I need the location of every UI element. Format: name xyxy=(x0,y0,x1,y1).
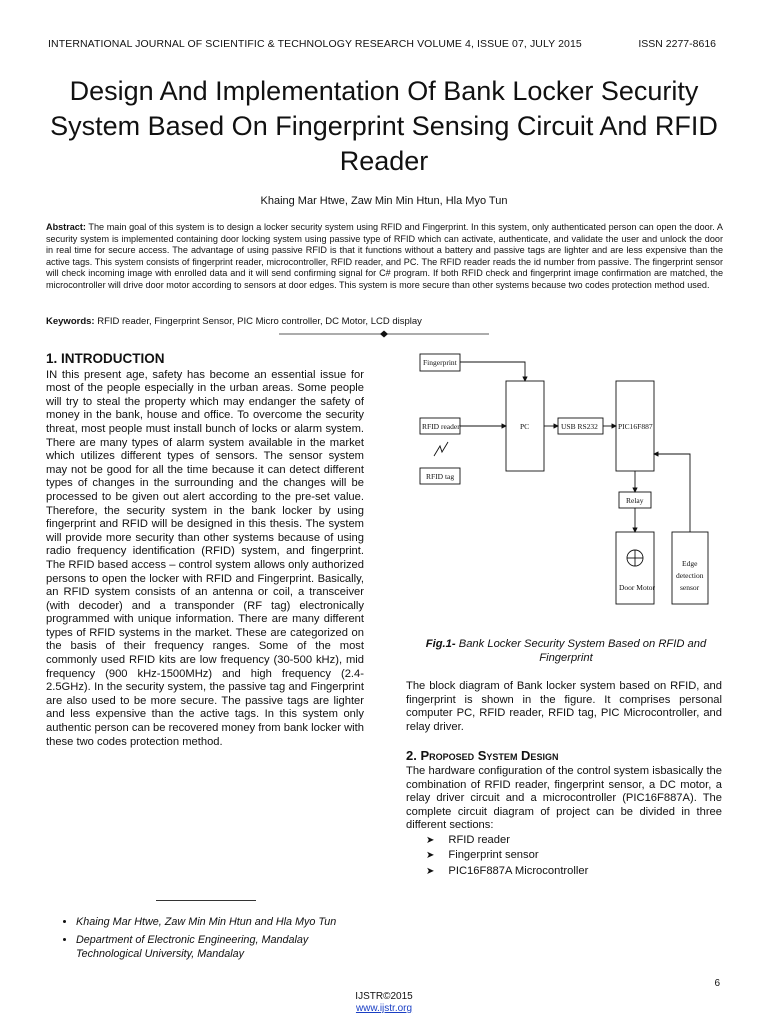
relay-label: Relay xyxy=(626,496,644,505)
authors: Khaing Mar Htwe, Zaw Min Min Htun, Hla Myo Tun xyxy=(260,195,508,207)
paper-title: Design And Implementation Of Bank Locker Security System Based On Fingerprint Sensing Circuit And RFID Reader xyxy=(50,76,718,176)
edge-label-2: detection xyxy=(676,571,704,580)
list-item: ➤ Fingerprint sensor xyxy=(452,848,722,864)
block-diagram-paragraph: The block diagram of Bank locker system based on RFID, and fingerprint is shown in the figure. It comprises personal computer PC, RFID reader, RFID tag, PIC Microcontroller, and relay driver. xyxy=(406,680,722,733)
edge-label-3: sensor xyxy=(680,583,700,592)
abstract xyxy=(46,222,723,291)
issn: ISSN 2277-8616 xyxy=(638,38,716,50)
rfid-reader-label: RFID reader xyxy=(422,422,460,431)
section-2-heading xyxy=(406,748,722,763)
abstract-text: The main goal of this system is to design a locker security system using RFID and Fingerprint. In this system, only authenticated person can open the door. A security system is implemented containing door locking system using passive type of RFID which can activate, authenticate, and validate the user and unlock the door in real time for secure access. The advantage of using passive RFID is that it functions without a battery and passive tags are lighter and are less expensive than the active tags. This system consists of fingerprint reader, microcontroller, RFID reader, and PC. The RFID reader reads the id number from passive. The fingerprint sensor will check incoming image with enrolled data and it will send confirming signal for C# program. If both RFID check and fingerprint image confirmation are matched, the microcontroller will drive door motor according to sensors at door edges. This system is more secure than other systems because two codes protection method used. xyxy=(46,222,723,290)
introduction-paragraph: IN this present age, safety has become an essential issue for most of the people especially in the urban areas. Some people will try to steal the property which may endanger the safety of money in the bank, house and office. To overcome the security threat, most people must install bunch of locks or alarm system. There are many types of alarm system available in the market which utilizes different types of sensors. The sensor system may not be good for all the time because it can detect different types of changes in the surrounding and the changes will be processed to be given out alert according to the pre-set value. Therefore, the security system in the bank locker by using fingerprint and RFID will be designed in this thesis. The system will provide more security than other systems because of using radio frequency identification (RFID) system, and fingerprint. The RFID based access – control system allows only authorized persons to open the locker with RFID and Fingerprint. Basically, an RFID system consists of an antenna or coil, a transceiver (with decoder) and a transponder (RF tag) electronically programmed with unique information. There are many different types of RFID systems in the market. These are categorized on the basis of their frequency ranges. Some of the most commonly used RFID kits are low frequency (30-500 kHz), mid frequency (900 kHz-1500MHz) and high frequency (2.4-2.5GHz). In the security system, the passive tag and Fingerprint are also used to be more secure. The passive tags are lighter and less expensive than the active tags. In this system only authentic person can be recovered money from bank locker with these two codes protection method. xyxy=(46,368,364,748)
figure-caption-label: Fig.1- xyxy=(425,638,456,650)
edge-label-1: Edge xyxy=(682,559,698,568)
copyright: IJSTR©2015 xyxy=(355,991,413,1002)
footnote-affiliation: • Department of Electronic Engineering, Mandalay Technological University, Mandalay xyxy=(76,934,376,961)
edge-sensor-block xyxy=(672,532,708,604)
keywords xyxy=(46,316,723,327)
pic-label: PIC16F887 xyxy=(618,422,653,431)
figure-caption-text: Bank Locker Security System Based on RFID and Fingerprint xyxy=(455,638,707,664)
list-item: ➤ RFID reader xyxy=(452,833,722,849)
page-number: 6 xyxy=(714,978,720,989)
keywords-label: Keywords: xyxy=(46,316,95,327)
figure-caption xyxy=(406,637,726,665)
section-separator xyxy=(279,329,489,339)
block-diagram xyxy=(406,346,726,606)
door-motor-block xyxy=(616,532,654,604)
keywords-text: RFID reader, Fingerprint Sensor, PIC Micro controller, DC Motor, LCD display xyxy=(94,316,422,327)
section-2-title: Proposed System Design xyxy=(420,748,559,763)
section-list xyxy=(406,833,722,880)
journal-link[interactable]: www.ijstr.org xyxy=(355,1003,413,1014)
list-item: ➤ PIC16F887A Microcontroller xyxy=(452,864,722,880)
usb-label: USB RS232 xyxy=(561,422,598,431)
footnote-authors: • Khaing Mar Htwe, Zaw Min Min Htun and Hla Myo Tun xyxy=(76,916,376,929)
journal-header: INTERNATIONAL JOURNAL OF SCIENTIFIC & TECHNOLOGY RESEARCH VOLUME 4, ISSUE 07, JULY 2015 xyxy=(48,38,582,50)
rfid-tag-label: RFID tag xyxy=(426,472,455,481)
abstract-label: Abstract: xyxy=(46,222,86,232)
introduction-heading: 1. INTRODUCTION xyxy=(46,351,165,366)
introduction-section xyxy=(46,352,364,749)
section-2 xyxy=(406,748,722,879)
footnote-rule xyxy=(156,900,256,901)
section-2-body: The hardware configuration of the control system isbasically the combination of RFID reader, fingerprint sensor, a DC motor, a relay driver circuit and a microcontroller (PIC16F887A). The complete circuit diagram of project can be divided in three different sections: xyxy=(406,765,722,832)
pc-label: PC xyxy=(520,422,530,431)
wireless-icon xyxy=(434,442,448,456)
fingerprint-label: Fingerprint xyxy=(423,358,457,367)
door-motor-label: Door Motor xyxy=(619,583,656,592)
section-2-number: 2. xyxy=(406,748,421,763)
footnotes xyxy=(54,916,376,966)
